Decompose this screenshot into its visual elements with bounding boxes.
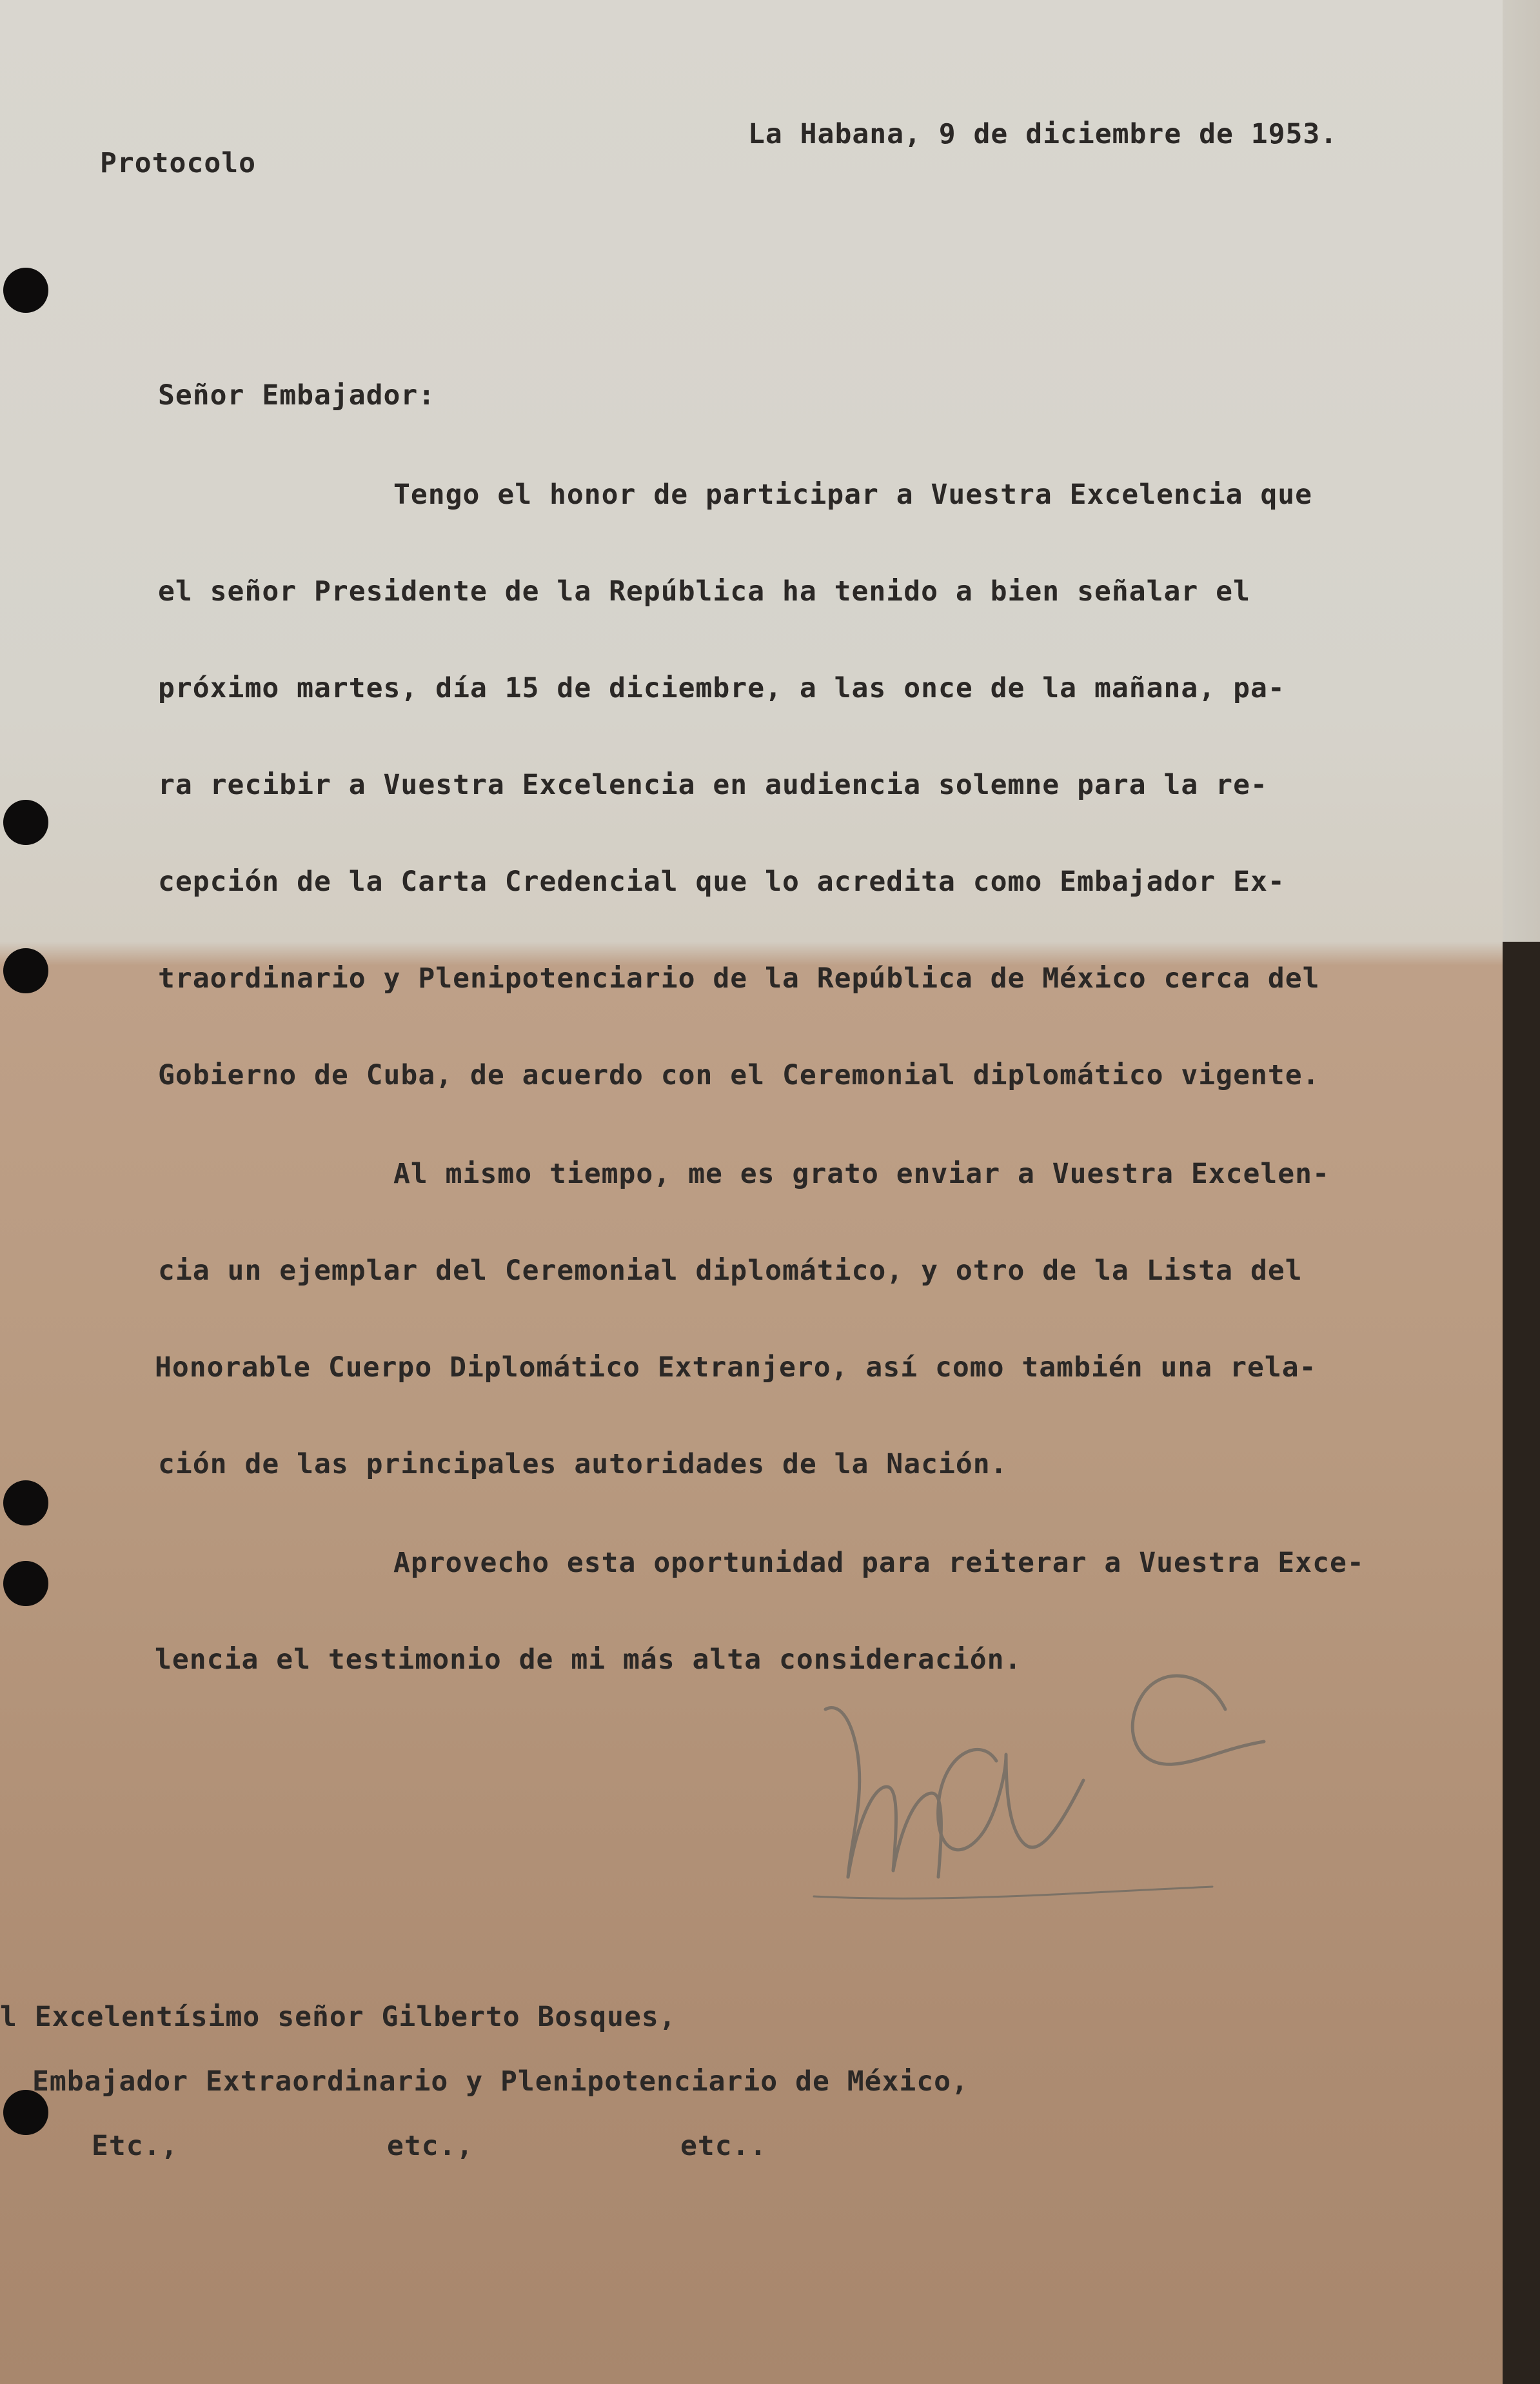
etc-text: Etc., xyxy=(92,2130,179,2162)
punch-hole xyxy=(3,948,48,993)
addressee-line: l Excelentísimo señor Gilberto Bosques, xyxy=(0,2001,676,2033)
punch-hole xyxy=(3,268,48,313)
handwritten-signature xyxy=(813,1625,1432,1961)
etc-text: etc., xyxy=(387,2130,474,2162)
punch-hole xyxy=(3,1561,48,1606)
body-line: ción de las principales autoridades de la Nación. xyxy=(158,1448,1008,1480)
body-line: cepción de la Carta Credencial que lo acredita como Embajador Ex- xyxy=(158,866,1285,898)
addressee-line: Embajador Extraordinario y Plenipotenciario de México, xyxy=(32,2065,969,2098)
body-line: traordinario y Plenipotenciario de la República de México cerca del xyxy=(158,962,1320,995)
body-line: Gobierno de Cuba, de acuerdo con el Ceremonial diplomático vigente. xyxy=(158,1059,1320,1091)
body-line: lencia el testimonio de mi más alta consideración. xyxy=(155,1644,1022,1676)
place-date: La Habana, 9 de diciembre de 1953. xyxy=(748,118,1338,150)
body-line: cia un ejemplar del Ceremonial diplomático, y otro de la Lista del xyxy=(158,1255,1303,1287)
body-line: próximo martes, día 15 de diciembre, a las once de la mañana, pa- xyxy=(158,672,1285,704)
body-line: ra recibir a Vuestra Excelencia en audiencia solemne para la re- xyxy=(158,769,1268,801)
punch-hole xyxy=(3,1480,48,1525)
body-line: Honorable Cuerpo Diplomático Extranjero, así como también una rela- xyxy=(155,1351,1317,1384)
body-line: Aprovecho esta oportunidad para reiterar a Vuestra Exce- xyxy=(393,1547,1365,1579)
department-label: Protocolo xyxy=(100,147,256,179)
salutation: Señor Embajador: xyxy=(158,379,436,412)
body-line: el señor Presidente de la República ha tenido a bien señalar el xyxy=(158,575,1250,608)
punch-hole xyxy=(3,800,48,845)
etc-text: etc.. xyxy=(680,2130,767,2162)
body-line: Al mismo tiempo, me es grato enviar a Vuestra Excelen- xyxy=(393,1158,1330,1190)
body-line: Tengo el honor de participar a Vuestra Excelencia que xyxy=(393,479,1313,511)
page-edge xyxy=(1503,0,1540,942)
